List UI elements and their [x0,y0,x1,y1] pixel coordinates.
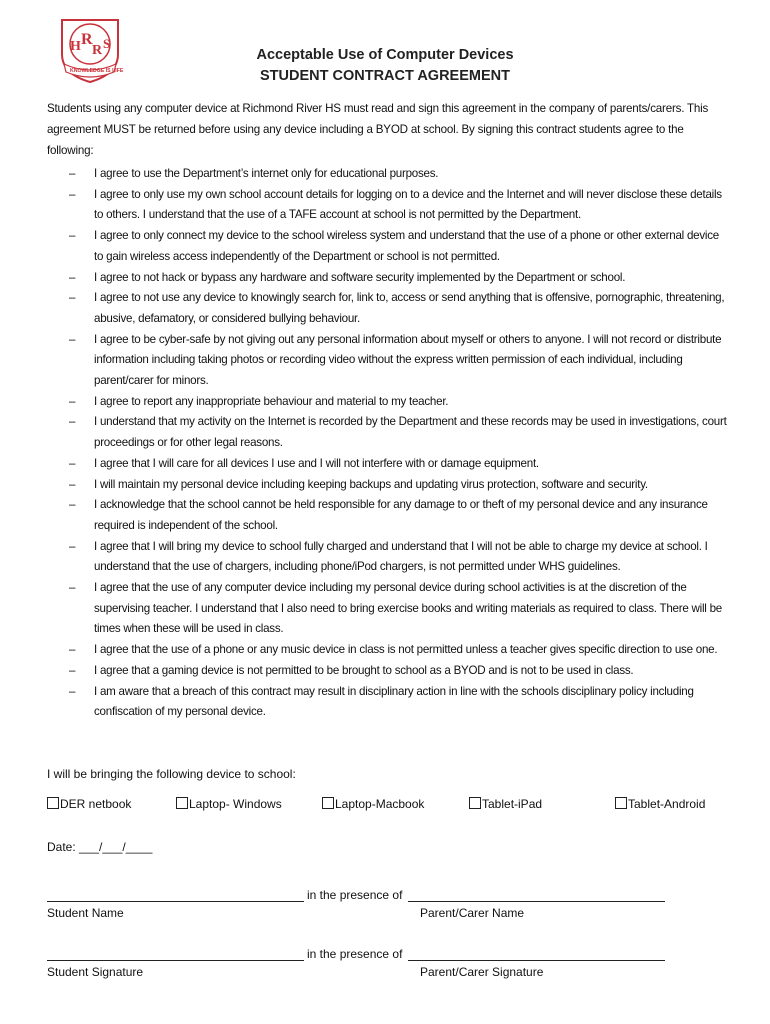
list-item: – I agree to not hack or bypass any hardware and software security implemented by the Department or school. [47,268,727,289]
list-item: – I agree that a gaming device is not permitted to be brought to school as a BYOD and is not to be used in class. [47,661,727,682]
dash-bullet: – [69,498,76,512]
list-item: – I will maintain my personal device including keeping backups and updating virus protection, software and security. [47,475,727,496]
dash-bullet: – [69,456,76,470]
dash-bullet: – [69,539,76,553]
device-option-laptop-windows[interactable]: Laptop- Windows [176,797,282,811]
list-item: – I agree to report any inappropriate behaviour and material to my teacher. [47,392,727,413]
list-item: – I am aware that a breach of this contract may result in disciplinary action in line with the schools disciplinary policy including confiscation of my personal device. [47,682,727,723]
list-item: – I agree that the use of any computer device including my personal device during school activities is at the discretion of the supervising teacher. I understand that I also need to bring exercise books and writing materials as required to class. There will be times when these will be used in class. [47,578,727,640]
parent-name-label: Parent/Carer Name [420,906,525,920]
date-field[interactable]: Date: ___/___/____ [47,840,153,854]
student-signature-line[interactable] [47,960,304,961]
parent-name-line[interactable] [408,901,665,902]
dash-bullet: – [69,415,76,429]
list-item: – I understand that my activity on the Internet is recorded by the Department and these records may be used in investigations, court proceedings or for other legal reasons. [47,412,727,453]
device-option-tablet-ipad[interactable]: Tablet-iPad [469,797,542,811]
svg-text:S: S [103,36,111,51]
dash-bullet: – [69,332,76,346]
device-option-der-netbook[interactable]: DER netbook [47,797,131,811]
checkbox[interactable] [469,797,481,809]
student-name-line[interactable] [47,901,304,902]
svg-text:R: R [92,43,103,58]
document-title: Acceptable Use of Computer Devices [256,47,514,63]
checkbox[interactable] [176,797,188,809]
device-option-tablet-android[interactable]: Tablet-Android [615,797,705,811]
list-item: – I agree to only connect my device to the school wireless system and understand that the use of a phone or other external device to gain wireless access independently of the Department or school is not permitted. [47,226,727,267]
list-item: – I agree that the use of a phone or any music device in class is not permitted unless a teacher gives specific direction to use one. [47,640,727,661]
list-item: – I agree that I will bring my device to school fully charged and understand that I will not be able to charge my device at school. I understand that the use of chargers, including phone/iPod chargers, is not permitted under WHS guidelines. [47,537,727,578]
presence-label: in the presence of [307,947,403,961]
dash-bullet: – [69,477,76,491]
dash-bullet: – [69,167,76,180]
parent-signature-label: Parent/Carer Signature [420,965,544,979]
list-item: – I acknowledge that the school cannot be held responsible for any damage to or theft of my personal device and any insurance required is independent of the school. [47,495,727,536]
device-prompt: I will be bringing the following device to school: [47,767,296,781]
list-item: – I agree to use the Department’s internet only for educational purposes. [47,164,727,185]
device-option-laptop-macbook[interactable]: Laptop-Macbook [322,797,424,811]
dash-bullet: – [69,643,76,657]
dash-bullet: – [69,684,76,698]
dash-bullet: – [69,229,76,243]
list-item: – I agree that I will care for all devices I use and I will not interfere with or damage equipment. [47,454,727,475]
svg-text:H: H [70,39,81,54]
student-name-label: Student Name [47,906,124,920]
list-item: – I agree to be cyber-safe by not giving out any personal information about myself or others to anyone. I will not record or distribute information including taking photos or recording video without the express written permission of each individual, including parent/carer for minors. [47,330,727,392]
list-item: – I agree to not use any device to knowingly search for, link to, access or send anything that is offensive, pornographic, threatening, abusive, defamatory, or considered bullying behaviour. [47,288,727,329]
checkbox[interactable] [615,797,627,809]
presence-label: in the presence of [307,888,403,902]
dash-bullet: – [69,663,76,677]
dash-bullet: – [69,291,76,305]
svg-text:KNOWLEDGE IS LIFE: KNOWLEDGE IS LIFE [70,68,124,74]
dash-bullet: – [69,270,76,284]
list-item: – I agree to only use my own school account details for logging on to a device and the Internet and will never disclose these details to others. I understand that the use of a TAFE account at school is not permitted by the Department. [47,185,727,226]
student-signature-label: Student Signature [47,965,144,979]
document-subtitle: STUDENT CONTRACT AGREEMENT [260,68,510,84]
parent-signature-line[interactable] [408,960,665,961]
dash-bullet: – [69,187,76,201]
svg-text:R: R [81,31,93,48]
checkbox[interactable] [47,797,59,809]
dash-bullet: – [69,394,76,408]
checkbox[interactable] [322,797,334,809]
agreement-list [47,164,727,723]
intro-paragraph: Students using any computer device at Richmond River HS must read and sign this agreement in the company of parents/carers. This agreement MUST be returned before using any device including a BYOD at school. By signing this contract students agree to the following: [47,102,709,157]
dash-bullet: – [69,581,76,595]
